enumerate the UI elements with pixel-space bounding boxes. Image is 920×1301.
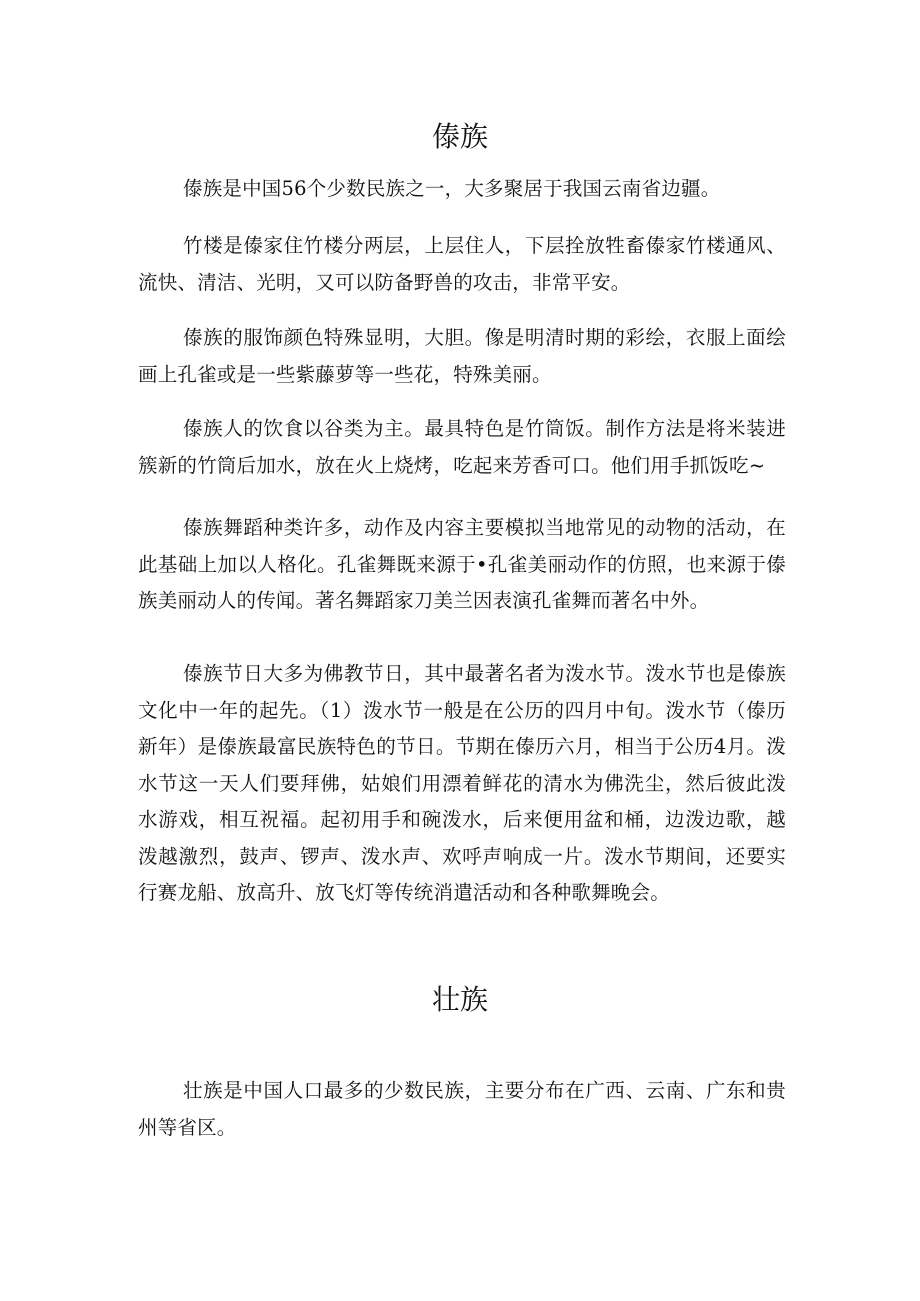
section-title-zhuang: 壮族	[431, 983, 488, 1016]
paragraph-dai-clothing: 傣族的服饰颜色特殊显明，大胆。像是明清时期的彩绘，衣服上面绘画上孔雀或是一些紫藤萝等一些花，特殊美丽。	[138, 326, 786, 386]
paragraph-dai-intro: 傣族是中国56个少数民族之一，大多聚居于我国云南省边疆。	[183, 177, 721, 200]
paragraph-dai-food: 傣族人的饮食以谷类为主。最具特色是竹筒饭。制作方法是将米装进簇新的竹筒后加水，放在火上烧烤，吃起来芳香可口。他们用手抓饭吃~	[138, 417, 786, 477]
paragraph-zhuang-intro: 壮族是中国人口最多的少数民族，主要分布在广西、云南、广东和贵州等省区。	[138, 1079, 786, 1139]
paragraph-dai-bamboo-house: 竹楼是傣家住竹楼分两层，上层住人，下层拴放牲畜傣家竹楼通风、流快、清洁、光明，又可以防备野兽的攻击，非常平安。	[138, 234, 786, 294]
paragraph-dai-dance: 傣族舞蹈种类许多，动作及内容主要模拟当地常见的动物的活动，在此基础上加以人格化。孔雀舞既来源于•孔雀美丽动作的仿照，也来源于傣族美丽动人的传闻。著名舞蹈家刀美兰因表演孔雀舞而著名中外。	[138, 516, 786, 612]
paragraph-dai-festival: 傣族节日大多为佛教节日，其中最著名者为泼水节。泼水节也是傣族文化中一年的起先。（1）泼水节一般是在公历的四月中旬。泼水节（傣历新年）是傣族最富民族特色的节日。节期在傣历六月，相当于公历4月。泼水节这一天人们要拜佛，姑娘们用漂着鲜花的清水为佛洗尘，然后彼此泼水游戏，相互祝福。起初用手和碗泼水，后来便用盆和桶，边泼边歌，越泼越激烈，鼓声、锣声、泼水声、欢呼声响成一片。泼水节期间，还要实行赛龙船、放高升、放飞灯等传统消遣活动和各种歌舞晚会。	[138, 662, 786, 904]
section-title-dai: 傣族	[431, 120, 488, 153]
